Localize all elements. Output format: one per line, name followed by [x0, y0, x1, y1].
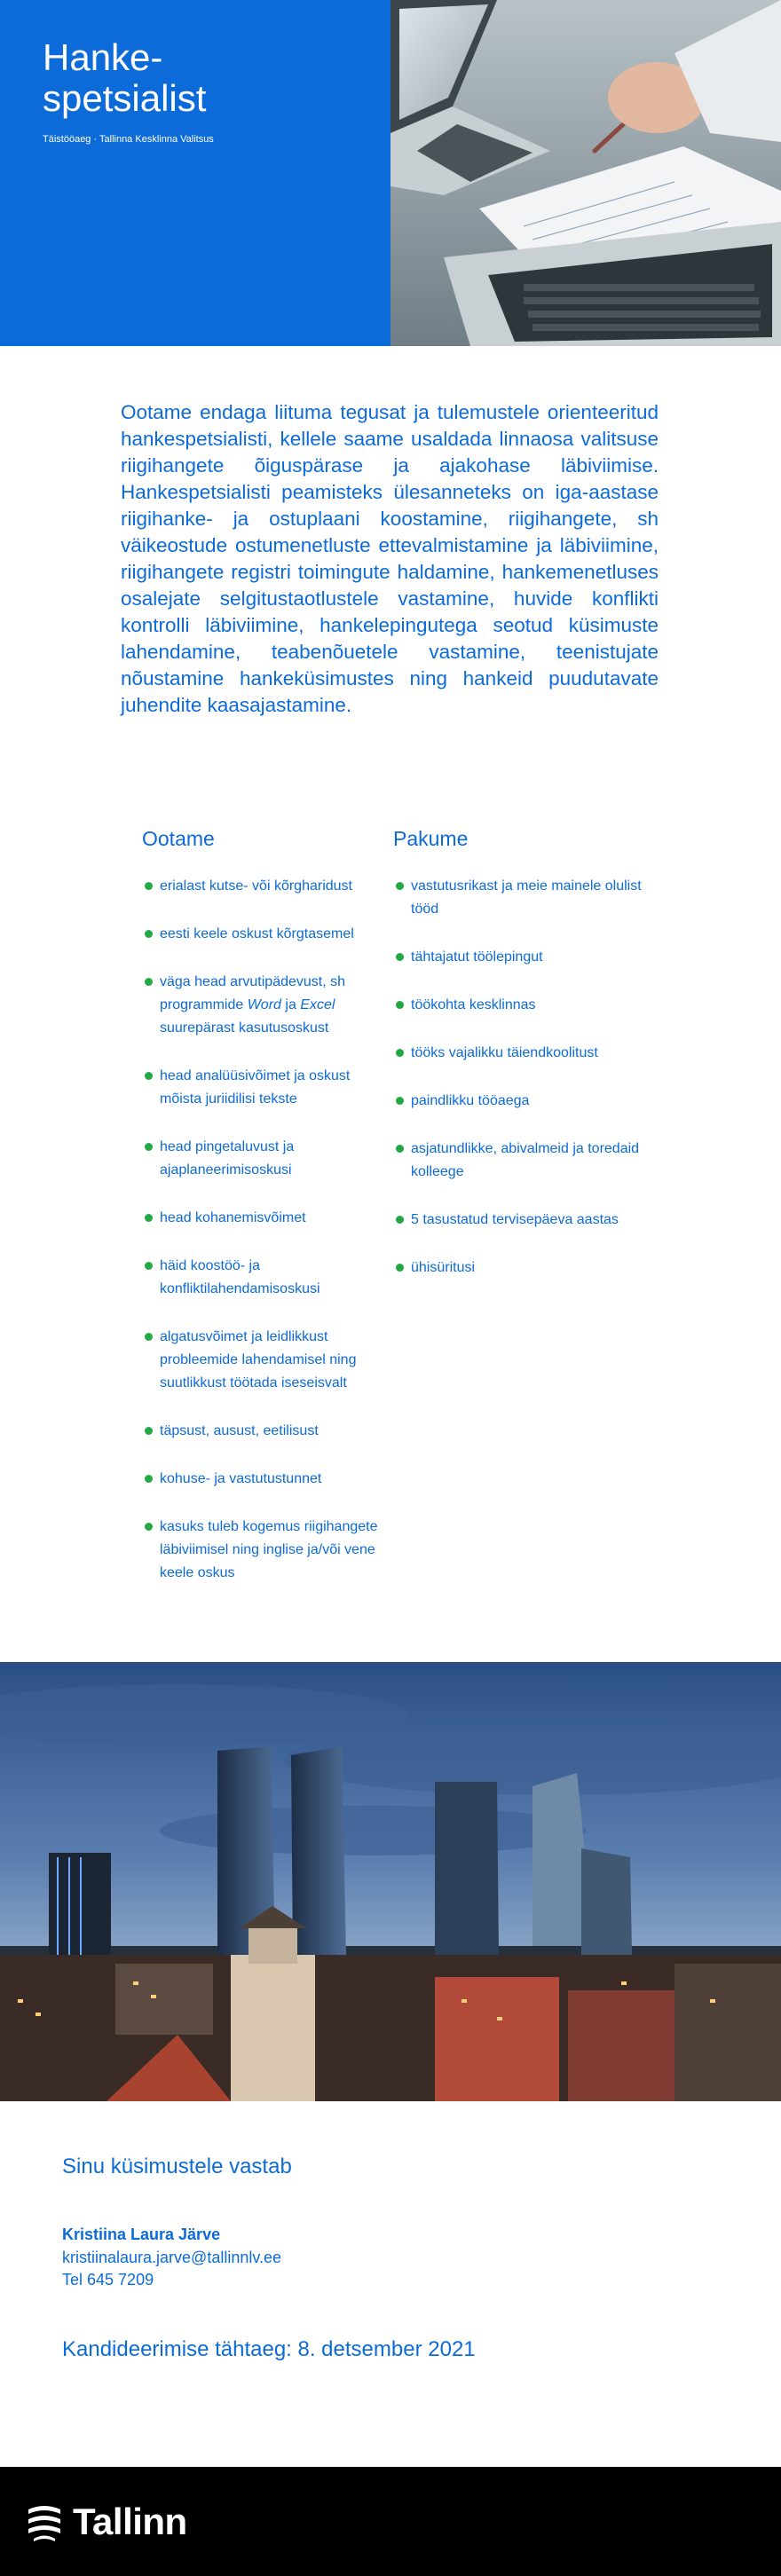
bullet-icon [396, 1097, 404, 1105]
benefits-list [393, 875, 642, 1280]
bullet-icon [396, 953, 404, 961]
list-item-text: kohuse- ja vastutustunnet [160, 1471, 322, 1486]
benefits-heading: Pakume [393, 827, 469, 850]
list-item-text: asjatundlikke, abivalmeid ja toredaid kolleege [411, 1141, 640, 1179]
list-item-text: tähtajatut töölepingut [411, 949, 543, 965]
list-item-text: töökohta kesklinnas [411, 997, 536, 1012]
page-title [43, 37, 380, 119]
list-item-text-part: suurepärast kasutusoskust [160, 1020, 329, 1036]
list-item-text: täpsust, ausust, eetilisust [160, 1423, 319, 1438]
list-item [393, 1209, 642, 1232]
list-item-text: algatusvõimet ja leidlikkust probleemide lahendamisel ning suutlikkust töötada iseseisvalt [160, 1329, 357, 1390]
bullet-icon [396, 1264, 404, 1272]
list-item [393, 994, 642, 1017]
tallinn-logo [27, 2499, 187, 2545]
bullet-icon [145, 1143, 153, 1151]
requirements-section [142, 825, 382, 1610]
list-item [142, 1136, 382, 1182]
list-item [393, 1256, 642, 1280]
list-item-text: häid koostöö- ja konfliktilahendamisoskusi [160, 1258, 320, 1296]
bullet-icon [145, 1475, 153, 1483]
title-line-1: Hanke- [43, 36, 163, 78]
list-item [393, 1138, 642, 1184]
list-item-text: paindlikku tööaega [411, 1093, 530, 1108]
tallinn-logo-icon [27, 2501, 62, 2543]
list-item-text: head pingetaluvust ja ajaplaneerimisoskusi [160, 1139, 295, 1178]
list-item-text-part: väga head arvutipädevust, sh programmide [160, 974, 346, 1012]
bullet-icon [145, 1262, 153, 1270]
list-item [142, 1065, 382, 1111]
list-item [142, 1255, 382, 1301]
list-item [142, 923, 382, 946]
requirements-heading: Ootame [142, 827, 215, 850]
bullet-icon [396, 1216, 404, 1224]
list-item-text: head analüüsivõimet ja oskust mõista juriidilisi tekste [160, 1068, 351, 1107]
list-item-text: 5 tasustatud tervisepäeva aastas [411, 1212, 619, 1227]
list-item-text [160, 974, 345, 1036]
application-deadline: Kandideerimise tähtaeg: 8. detsember 2021 [62, 2337, 476, 2361]
tallinn-skyline-photo [0, 1662, 781, 2101]
bullet-icon [145, 1523, 153, 1531]
bullet-icon [145, 882, 153, 890]
bullet-icon [396, 1145, 404, 1153]
requirements-list [142, 875, 382, 1585]
list-item [142, 1326, 382, 1395]
bullet-icon [145, 1427, 153, 1435]
list-item [393, 875, 642, 921]
intro-paragraph: Ootame endaga liituma tegusat ja tulemustele orienteeritud hankespetsialisti, kellele saame usaldada linnaosa valitsuse riigihangete õiguspärase ja ajakohase läbiviimise. Hankespetsialisti peamisteks ülesanneteks on iga-aastase riigihanke- ja ostuplaani koostamine, riigihangete, sh väikeostude ostumenetluste ettevalmistamine ja läbiviimine, riigihangete registri toimingute haldamine, hankemenetluses osalejate selgitustaotlustele vastamine, huvide konflikti kontrolli läbiviimine, hankelepingutega seotud küsimuste lahendamine, teabenõuetele vastamine, teenistujate nõustamine hankeküsimustes ning hankeid puudutavate juhendite kaasajastamine. [121, 401, 659, 716]
list-item-text: kasuks tuleb kogemus riigihangete läbiviimisel ning inglise ja/või vene keele oskus [160, 1519, 378, 1580]
list-item-text: ühisüritusi [411, 1260, 476, 1275]
list-item-text: tööks vajalikku täiendkoolitust [411, 1045, 598, 1060]
laptop-desk-photo [390, 0, 781, 346]
list-item-text: erialast kutse- või kõrgharidust [160, 878, 352, 894]
list-item-text: head kohanemisvõimet [160, 1210, 306, 1225]
contact-name: Kristiina Laura Järve [62, 2225, 221, 2243]
list-item-text: eesti keele oskust kõrgtasemel [160, 926, 354, 941]
list-item [142, 1207, 382, 1230]
header-banner [0, 0, 781, 346]
bullet-icon [396, 1001, 404, 1009]
bullet-icon [145, 978, 153, 986]
benefits-section [393, 825, 642, 1304]
list-item [142, 1420, 382, 1443]
contact-heading: Sinu küsimustele vastab [62, 2155, 292, 2178]
list-item [142, 1516, 382, 1585]
bullet-icon [145, 1214, 153, 1222]
list-item [393, 1090, 642, 1113]
contact-email-link[interactable]: kristiinalaura.jarve@tallinnlv.ee [62, 2249, 282, 2266]
list-item [142, 1468, 382, 1491]
page-subtitle: Täistööaeg · Tallinna Kesklinna Valitsus [43, 134, 214, 145]
list-item [142, 875, 382, 898]
program-name-word: Word [247, 997, 281, 1012]
list-item [142, 971, 382, 1040]
bullet-icon [145, 930, 153, 938]
bullet-icon [145, 1333, 153, 1341]
program-name-excel: Excel [300, 997, 335, 1012]
title-line-2: spetsialist [43, 77, 207, 119]
contact-phone: Tel 645 7209 [62, 2271, 154, 2288]
list-item-text: vastutusrikast ja meie mainele olulist tööd [411, 878, 642, 917]
list-item [393, 946, 642, 969]
list-item-text-part: ja [280, 997, 301, 1012]
bullet-icon [396, 882, 404, 890]
footer [0, 2467, 781, 2576]
logo-wordmark: Tallinn [73, 2501, 187, 2542]
list-item [393, 1042, 642, 1065]
bullet-icon [396, 1049, 404, 1057]
header-blue-panel [0, 0, 390, 346]
bullet-icon [145, 1072, 153, 1080]
